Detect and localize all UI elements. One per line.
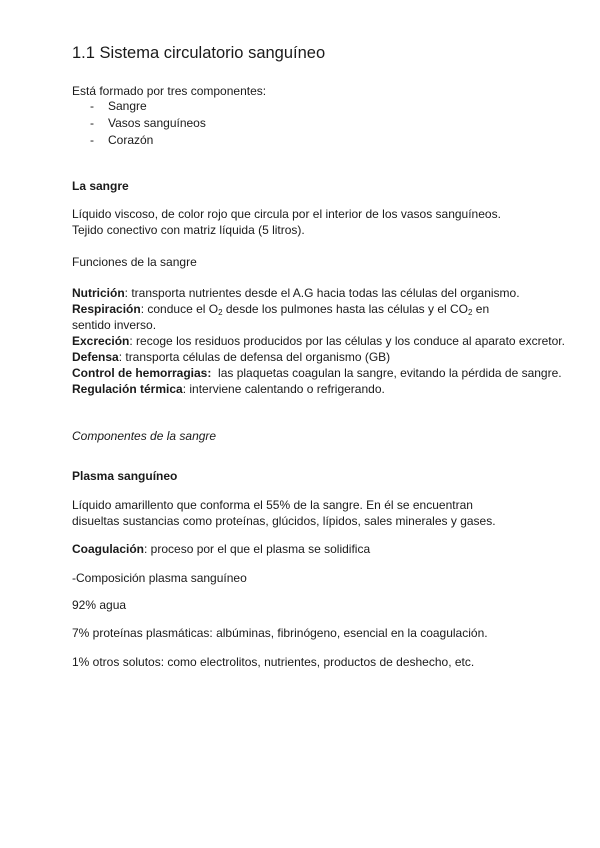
- page-title: 1.1 Sistema circulatorio sanguíneo: [72, 44, 326, 62]
- function-text: : interviene calentando o refrigerando.: [182, 382, 385, 396]
- list-dash: -: [90, 99, 94, 113]
- componentes-heading: Componentes de la sangre: [72, 429, 217, 443]
- function-label: Excreción: [72, 334, 130, 348]
- function-text: : transporta células de defensa del organismo (GB): [118, 350, 391, 364]
- composicion-heading: -Composición plasma sanguíneo: [72, 571, 247, 585]
- function-text: en: [472, 302, 490, 316]
- plasma-description: disueltas sustancias como proteínas, glúcidos, lípidos, sales minerales y gases.: [72, 514, 496, 528]
- function-label: Respiración: [72, 302, 141, 316]
- function-nutricion: [72, 286, 520, 301]
- function-termica: [72, 382, 385, 397]
- list-dash: -: [90, 133, 94, 147]
- composicion-proteinas: 7% proteínas plasmáticas: albúminas, fibrinógeno, esencial en la coagulación.: [72, 626, 488, 640]
- coagulacion-line: [72, 542, 370, 557]
- list-item: Vasos sanguíneos: [108, 116, 206, 130]
- coagulacion-text: : proceso por el que el plasma se solidifica: [144, 542, 371, 556]
- function-label: Regulación térmica: [72, 382, 183, 396]
- coagulacion-label: Coagulación: [72, 542, 145, 556]
- section-heading-plasma: Plasma sanguíneo: [72, 469, 178, 483]
- intro-text: Está formado por tres componentes:: [72, 84, 267, 98]
- function-hemorragias: [72, 366, 562, 381]
- subscript: 2: [218, 308, 223, 317]
- function-defensa: [72, 350, 390, 365]
- function-text: las plaquetas coagulan la sangre, evitando la pérdida de sangre.: [211, 366, 562, 380]
- composicion-solutos: 1% otros solutos: como electrolitos, nutrientes, productos de deshecho, etc.: [72, 655, 475, 669]
- section-heading-sangre: La sangre: [72, 179, 129, 193]
- list-item: Sangre: [108, 99, 147, 113]
- sangre-description: Líquido viscoso, de color rojo que circula por el interior de los vasos sanguíneos.: [72, 207, 501, 221]
- function-respiracion: [72, 302, 489, 317]
- function-text: : transporta nutrientes desde el A.G hacia todas las células del organismo.: [124, 286, 520, 300]
- function-label: Control de hemorragias:: [72, 366, 212, 380]
- list-item: Corazón: [108, 133, 154, 147]
- function-text: : conduce el O: [140, 302, 219, 316]
- sangre-description: Tejido conectivo con matriz líquida (5 litros).: [72, 223, 305, 237]
- function-text: : recoge los residuos producidos por las células y los conduce al aparato excretor.: [129, 334, 565, 348]
- plasma-description: Líquido amarillento que conforma el 55% de la sangre. En él se encuentran: [72, 498, 473, 512]
- funciones-heading: Funciones de la sangre: [72, 255, 197, 269]
- function-respiracion-cont: sentido inverso.: [72, 318, 157, 332]
- composicion-agua: 92% agua: [72, 598, 127, 612]
- subscript: 2: [468, 308, 473, 317]
- list-dash: -: [90, 116, 94, 130]
- function-excrecion: [72, 334, 565, 349]
- function-label: Nutrición: [72, 286, 125, 300]
- function-label: Defensa: [72, 350, 119, 364]
- function-text: desde los pulmones hasta las células y el CO: [222, 302, 469, 316]
